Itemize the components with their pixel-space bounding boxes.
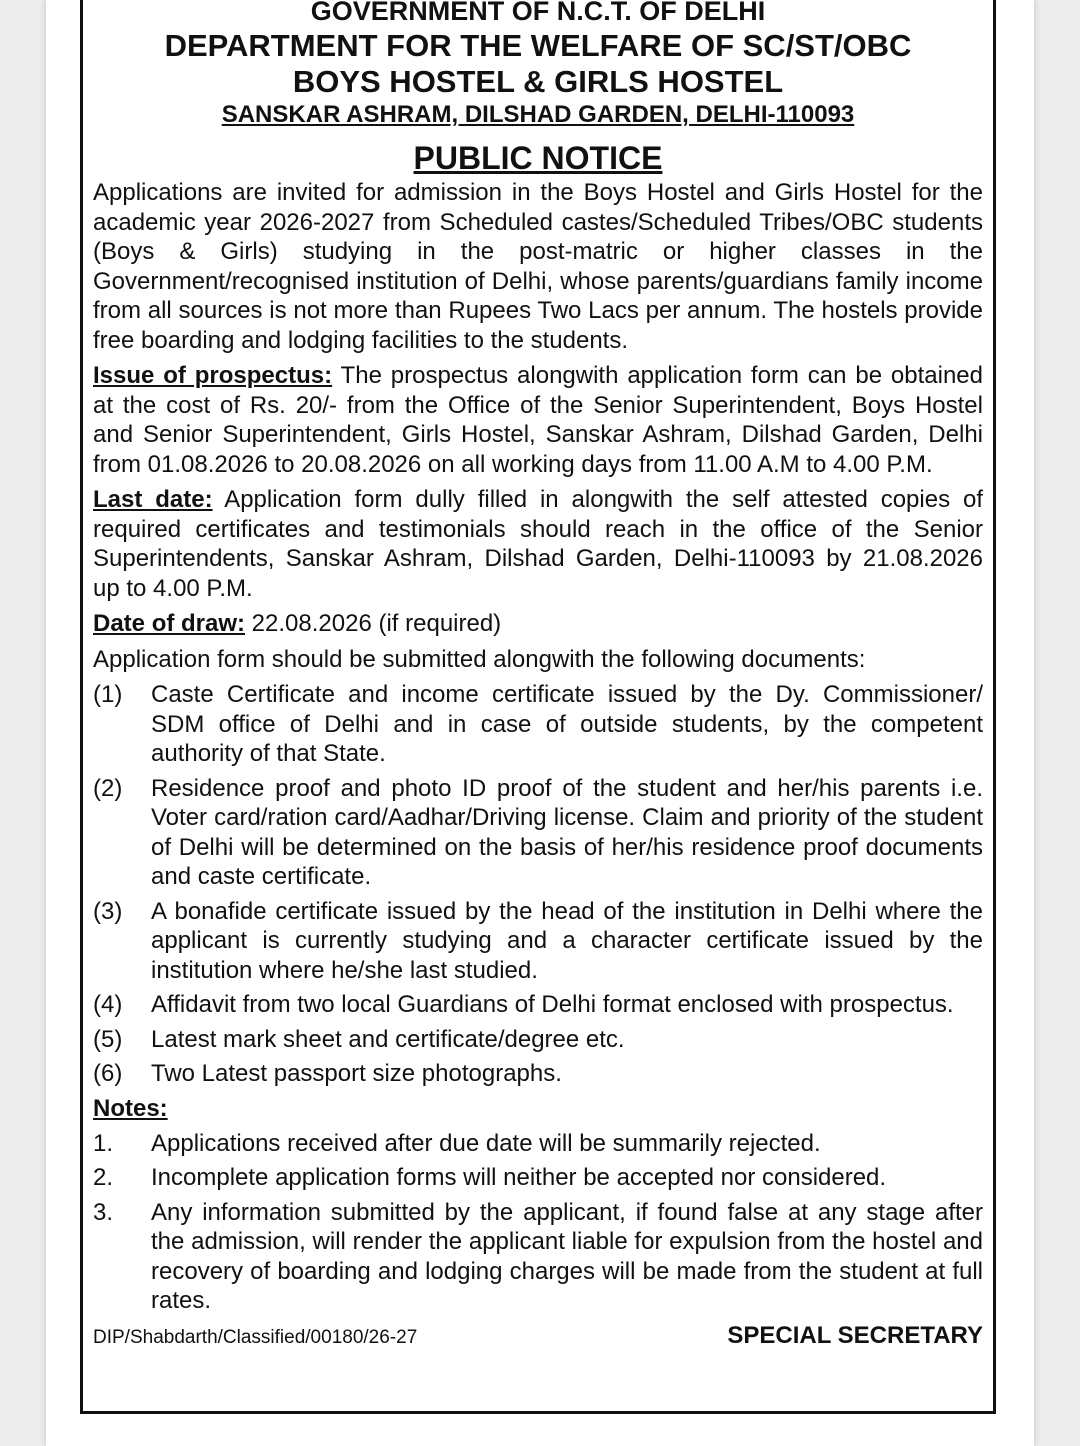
signatory: SPECIAL SECRETARY	[727, 1321, 983, 1349]
note-text: Incomplete application forms will neither be accepted nor considered.	[151, 1164, 887, 1191]
prospectus-text: The prospectus alongwith application form can be obtained at the cost of Rs. 20/- from the Office of the Senior Superintendent, Boys Hostel and Senior Superintendent, Girls Hostel, Sanskar Ashram, Dilshad Garden, Delhi from 01.08.2026 to 20.08.2026 on all working days from 11.00 A.M to 4.00 P.M.	[93, 362, 984, 478]
last-date-text: Application form dully filled in alongwith the self attested copies of required certificates and testimonials should reach in the office of the Senior Superintendents, Sanskar Ashram, Dilshad Garden, Delhi-110093 by 21.08.2026 up to 4.00 P.M.	[93, 486, 984, 602]
document-number: (2)	[93, 774, 123, 802]
notice-frame	[80, 0, 996, 1414]
document-item-5	[93, 1025, 983, 1055]
document-item-6	[93, 1059, 983, 1089]
document-number: (1)	[93, 681, 123, 708]
documents-list	[93, 680, 983, 1089]
document-text: Residence proof and photo ID proof of the student and her/his parents i.e. Voter card/ration card/Aadhar/Driving license. Claim and priority of the student of Delhi will be determined on the basis of her/his residence proof documents and caste certificate.	[151, 774, 983, 890]
prospectus-paragraph	[93, 361, 983, 479]
last-date-paragraph	[93, 485, 983, 603]
header-government: GOVERNMENT OF N.C.T. OF DELHI	[310, 0, 766, 26]
header-department: DEPARTMENT FOR THE WELFARE OF SC/ST/OBC	[164, 28, 912, 63]
document-text: Two Latest passport size photographs.	[151, 1060, 562, 1087]
document-text: Caste Certificate and income certificate issued by the Dy. Commissioner/ SDM office of Delhi and in case of outside students, by the competent authority of that State.	[151, 681, 983, 767]
notes-list	[93, 1129, 983, 1316]
document-text: Latest mark sheet and certificate/degree etc.	[151, 1025, 625, 1053]
notes-heading: Notes:	[93, 1094, 168, 1122]
document-number: (6)	[93, 1060, 123, 1087]
document-item-1	[93, 680, 983, 769]
notice-footer	[93, 1322, 983, 1350]
document-text: A bonafide certificate issued by the head of the institution in Delhi where the applicant is currently studying and a character certificate issued by the institution where he/she last studied.	[151, 897, 983, 984]
note-text: Applications received after due date will be summarily rejected.	[151, 1129, 821, 1157]
note-text: Any information submitted by the applicant, if found false at any stage after the admission, will render the applicant liable for expulsion from the hostel and recovery of boarding and lodging charges will be made from the student at full rates.	[151, 1198, 983, 1314]
document-item-3	[93, 897, 983, 986]
prospectus-label: Issue of prospectus:	[93, 362, 333, 389]
note-item-3	[93, 1198, 983, 1316]
document-text: Affidavit from two local Guardians of Delhi format enclosed with prospectus.	[151, 991, 954, 1018]
draw-paragraph	[93, 609, 983, 639]
note-item-2	[93, 1163, 983, 1193]
header-hostel: BOYS HOSTEL & GIRLS HOSTEL	[292, 64, 784, 99]
document-number: (4)	[93, 991, 123, 1018]
document-item-2	[93, 774, 983, 892]
documents-intro: Application form should be submitted alongwith the following documents:	[93, 645, 866, 673]
note-number: 3.	[93, 1198, 114, 1226]
draw-text: 22.08.2026 (if required)	[245, 610, 502, 637]
page-title: PUBLIC NOTICE	[413, 140, 663, 176]
document-number: (3)	[93, 897, 123, 925]
draw-label: Date of draw:	[93, 610, 246, 637]
notice-content	[93, 0, 983, 1350]
reference-number: DIP/Shabdarth/Classified/00180/26-27	[93, 1326, 418, 1348]
document-item-4	[93, 990, 983, 1020]
last-date-label: Last date:	[93, 486, 213, 513]
document-number: (5)	[93, 1025, 123, 1053]
header-address: SANSKAR ASHRAM, DILSHAD GARDEN, DELHI-110093	[221, 101, 855, 128]
note-item-1	[93, 1129, 983, 1159]
note-number: 2.	[93, 1164, 114, 1191]
note-number: 1.	[93, 1129, 114, 1157]
intro-paragraph: Applications are invited for admission in the Boys Hostel and Girls Hostel for the academic year 2026-2027 from Scheduled castes/Scheduled Tribes/OBC students (Boys & Girls) studying in the post-matric or higher classes in the Government/recognised institution of Delhi, whose parents/guardians family income from all sources is not more than Rupees Two Lacs per annum. The hostels provide free boarding and lodging facilities to the students.	[93, 179, 983, 354]
